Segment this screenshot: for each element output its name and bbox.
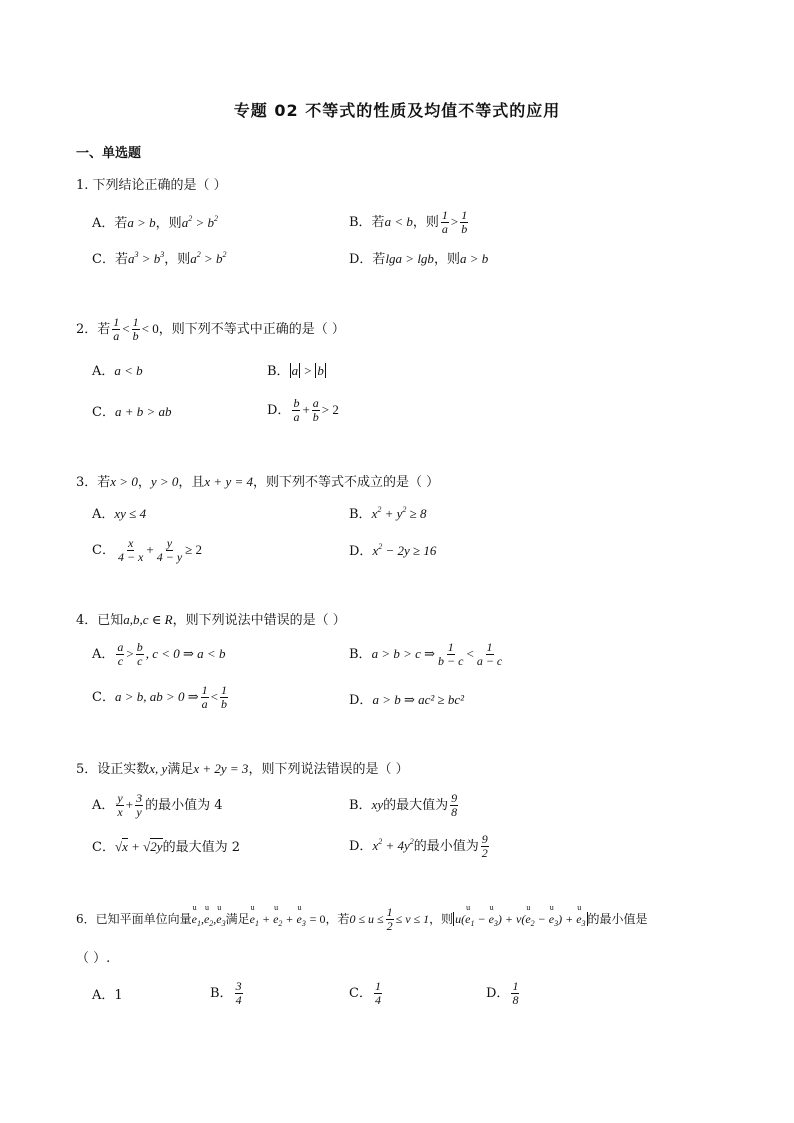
- q3-option-d[interactable]: D．$x^2 - 2y \ge 16$: [349, 542, 437, 559]
- q4-option-d[interactable]: D．a > b ⇒ ac² ≥ bc²: [349, 692, 465, 708]
- q3-option-a[interactable]: A．xy ≤ 4: [92, 506, 147, 522]
- q2-option-a[interactable]: A．a < b: [92, 363, 143, 379]
- q4-option-b[interactable]: B．a > b > c ⇒ $\frac{1}{b - c}$ < $\frac{1}{a - c}$: [349, 640, 503, 668]
- q4-option-a[interactable]: A． $\frac{a}{c}$ > $\frac{b}{c}$ , c < 0 ⇒ a < b: [92, 640, 226, 668]
- question-3-stem: 3．若x > 0，y > 0，且x + y = 4，则下列不等式不成立的是（ ）: [76, 474, 440, 490]
- q6-option-a[interactable]: A．1: [92, 988, 123, 1003]
- question-6-stem: 6．已知平面单位向量u $e_1,u$ $e_2,u$ $e_3$满足u $e_1 + u$ $e_2 + u$ $e_3 = 0$，若0 ≤ u ≤ $\frac{1}{2}$ ≤ v ≤ 1，则 u(u $e_1 - u$ $e_3) + v(u$ $e_2 - u$ $e_3) + u$ $e_3$ 的最小值是: [76, 906, 648, 933]
- q5-option-b[interactable]: B．xy的最大值为 $\frac{9}{8}$: [349, 791, 458, 819]
- question-5-stem: 5．设正实数x, y满足x + 2y = 3，则下列说法错误的是（ ）: [76, 761, 409, 777]
- section-heading: 一、单选题: [76, 146, 142, 161]
- q5-option-d[interactable]: D．$x^2 + 4y^2$的最小值为 $\frac{9}{2}$: [349, 832, 488, 860]
- q2-option-d[interactable]: D． $\frac{b}{a}$ + $\frac{a}{b}$ > 2: [267, 396, 339, 424]
- q4-option-c[interactable]: C．a > b, ab > 0 ⇒ $\frac{1}{a}$ < $\frac{1}{b}$: [92, 683, 227, 711]
- q1-option-d[interactable]: D．若lga > lgb，则a > b: [349, 251, 489, 267]
- q6-option-c[interactable]: C． $\frac{1}{4}$: [349, 979, 381, 1007]
- q1-option-c[interactable]: C．若$a^3 > b^3$，则$a^2 > b^2$: [92, 250, 227, 267]
- q6-option-d[interactable]: D． $\frac{1}{8}$: [486, 979, 519, 1007]
- question-2-stem: 2．若 $\frac{1}{a}$ < $\frac{1}{b}$ < 0，则下列不等式中正确的是（ ）: [76, 315, 345, 343]
- q3-option-c[interactable]: C． $\frac{x}{4 - x}$ + $\frac{y}{4 - y}$ ≥ 2: [92, 536, 203, 564]
- question-6-stem-line2: （ ）.: [76, 951, 111, 966]
- question-4-stem: 4．已知a,b,c ∈ R，则下列说法中错误的是（ ）: [76, 612, 346, 628]
- question-1-stem: 1. 下列结论正确的是（ ）: [76, 178, 227, 193]
- page-title: 专题 02 不等式的性质及均值不等式的应用: [233, 101, 561, 120]
- q1-option-a[interactable]: A．若a > b，则$a^2 > b^2$: [92, 214, 218, 231]
- q2-option-c[interactable]: C．a + b > ab: [92, 404, 172, 420]
- q2-option-b[interactable]: B． a > b: [267, 363, 324, 379]
- q5-option-c[interactable]: C．√x + √2y的最大值为 2: [92, 839, 240, 855]
- q1-option-b[interactable]: B．若a < b，则 $\frac{1}{a}$ > $\frac{1}{b}$: [349, 208, 468, 236]
- q6-option-b[interactable]: B． $\frac{3}{4}$: [210, 979, 242, 1007]
- q5-option-a[interactable]: A． $\frac{y}{x}$ + $\frac{3}{y}$ 的最小值为 4: [92, 791, 223, 819]
- q3-option-b[interactable]: B．$x^2 + y^2 \ge 8$: [349, 505, 427, 522]
